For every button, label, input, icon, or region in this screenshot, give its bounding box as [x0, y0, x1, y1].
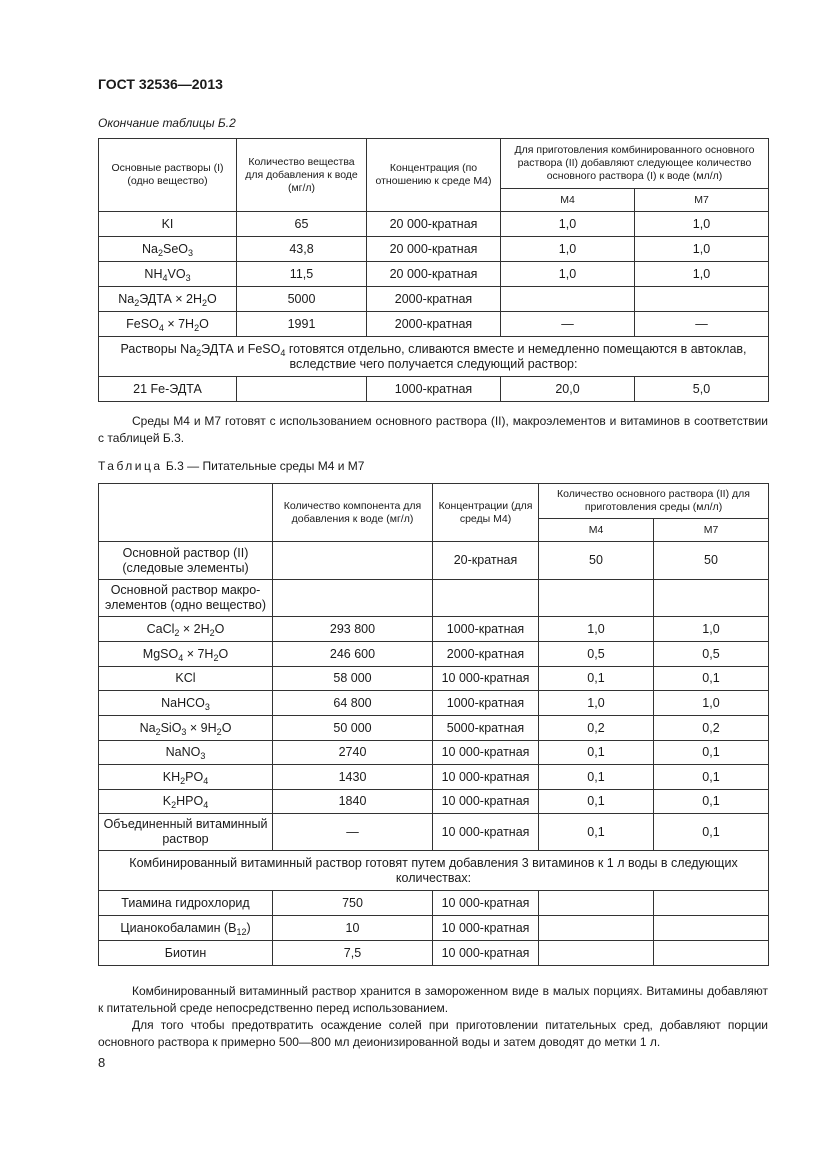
- cell-amount: [273, 542, 433, 580]
- cell-m4: 1,0: [501, 262, 635, 287]
- cell-conc: 10 000-кратная: [433, 765, 539, 790]
- cell-amount: 2740: [273, 741, 433, 765]
- table-row: [99, 287, 769, 312]
- cell-conc: 1000-кратная: [433, 691, 539, 716]
- paragraph-media-preparation: Среды М4 и М7 готовят с использованием основного раствора (II), макроэлементов и витаминов в соответствии с таблицей Б.3.: [98, 414, 768, 445]
- table-b3: [98, 483, 769, 966]
- cell-name: $KH_2PO_4$: [99, 765, 273, 790]
- cell-name: KI: [99, 212, 237, 237]
- cell-m7: [654, 891, 769, 916]
- cell-m7: 0,2: [654, 716, 769, 741]
- cell-m4: 0,1: [539, 765, 654, 790]
- cell-amount: 750: [273, 891, 433, 916]
- cell-conc: 10 000-кратная: [433, 741, 539, 765]
- cell-name: MgSO$_4$ × $7H_2O$: [99, 642, 273, 667]
- table-note: Комбинированный витаминный раствор готовят путем добавления 3 витаминов к 1 л воды в следующих количествах:: [99, 851, 769, 891]
- t1-header-solutions: Основные растворы (I) (одно вещество): [99, 139, 237, 212]
- paragraph-vitamin-storage: Комбинированный витаминный раствор хранится в замороженном виде в малых порциях. Витамины добавляют к питательной среде непосредственно перед использованием.: [98, 984, 768, 1015]
- cell-conc: [433, 580, 539, 617]
- table-row: [99, 262, 769, 287]
- cell-amount: 1430: [273, 765, 433, 790]
- cell-m7: 1,0: [654, 691, 769, 716]
- table-row: [99, 212, 769, 237]
- cell-name: Основной раствор (II) (следовые элементы): [99, 542, 273, 580]
- cell-m7: 5,0: [635, 377, 769, 402]
- cell-amount: 1991: [237, 312, 367, 337]
- cell-m4: 1,0: [539, 691, 654, 716]
- t2-header-m4: М4: [539, 519, 654, 542]
- cell-m7: [635, 287, 769, 312]
- table-row: [99, 237, 769, 262]
- cell-m7: 1,0: [654, 617, 769, 642]
- t2-header-amount: Количество компонента для добавления к воде (мг/л): [273, 484, 433, 542]
- cell-m4: 0,1: [539, 814, 654, 851]
- table-row: [99, 617, 769, 642]
- table-note: Растворы $Na_2ЭДТА$ и FeSO$_4$ готовятся отдельно, сливаются вместе и немедленно помещаются в автоклав, вследствие чего получается следующий раствор:: [99, 337, 769, 377]
- cell-m4: [539, 891, 654, 916]
- cell-conc: 20 000-кратная: [367, 237, 501, 262]
- cell-amount: 246 600: [273, 642, 433, 667]
- cell-name: Основной раствор макро-элементов (одно вещество): [99, 580, 273, 617]
- cell-name: $Na_2SiO_3 \times 9H_2O$: [99, 716, 273, 741]
- cell-m4: [539, 580, 654, 617]
- t2-header-group: Количество основного раствора (II) для приготовления среды (мл/л): [539, 484, 769, 519]
- cell-conc: 1000-кратная: [433, 617, 539, 642]
- cell-name: FeSO$_4$ × $7H_2O$: [99, 312, 237, 337]
- cell-m7: —: [635, 312, 769, 337]
- cell-amount: —: [273, 814, 433, 851]
- cell-m7: [654, 916, 769, 941]
- table-note-row: [99, 851, 769, 891]
- table-b2-end: [98, 138, 769, 402]
- cell-m4: 1,0: [501, 237, 635, 262]
- cell-amount: 11,5: [237, 262, 367, 287]
- cell-name: Объединенный витаминный раствор: [99, 814, 273, 851]
- table2-caption-text: Б.3 — Питательные среды М4 и М7: [165, 459, 365, 473]
- cell-amount: 5000: [237, 287, 367, 312]
- table-row: [99, 891, 769, 916]
- table2-caption: [98, 459, 364, 473]
- table-row: [99, 642, 769, 667]
- cell-name: $Na_2SeO_3$: [99, 237, 237, 262]
- cell-m4: 0,1: [539, 667, 654, 691]
- table-row: [99, 312, 769, 337]
- cell-name: CaCl$_2$ × $2H_2O$: [99, 617, 273, 642]
- cell-conc: 20 000-кратная: [367, 212, 501, 237]
- cell-conc: 10 000-кратная: [433, 790, 539, 814]
- cell-conc: 5000-кратная: [433, 716, 539, 741]
- cell-name: $NH_4VO_3$: [99, 262, 237, 287]
- cell-m7: 50: [654, 542, 769, 580]
- cell-name: Цианокобаламин $(B_{12})$: [99, 916, 273, 941]
- cell-amount: 7,5: [273, 941, 433, 966]
- cell-m4: 0,1: [539, 790, 654, 814]
- cell-amount: 293 800: [273, 617, 433, 642]
- cell-conc: 2000-кратная: [367, 287, 501, 312]
- cell-conc: 10 000-кратная: [433, 941, 539, 966]
- cell-m4: 0,1: [539, 741, 654, 765]
- cell-amount: 1840: [273, 790, 433, 814]
- cell-m4: —: [501, 312, 635, 337]
- document-header: ГОСТ 32536—2013: [98, 76, 223, 92]
- cell-amount: 65: [237, 212, 367, 237]
- cell-m4: 20,0: [501, 377, 635, 402]
- cell-conc: 20-кратная: [433, 542, 539, 580]
- cell-m7: 0,5: [654, 642, 769, 667]
- cell-amount: 64 800: [273, 691, 433, 716]
- t1-header-m7: М7: [635, 189, 769, 212]
- t2-header-concentration: Концентрации (для среды М4): [433, 484, 539, 542]
- cell-m7: 1,0: [635, 262, 769, 287]
- cell-conc: 2000-кратная: [433, 642, 539, 667]
- cell-m7: 1,0: [635, 237, 769, 262]
- table-row: [99, 667, 769, 691]
- cell-m4: 0,5: [539, 642, 654, 667]
- table2-caption-label: Таблица: [98, 459, 163, 473]
- cell-amount: [237, 377, 367, 402]
- cell-m7: 0,1: [654, 790, 769, 814]
- cell-m4: 50: [539, 542, 654, 580]
- table-row: [99, 741, 769, 765]
- table1-caption: Окончание таблицы Б.2: [98, 116, 236, 130]
- cell-amount: 50 000: [273, 716, 433, 741]
- cell-m4: 1,0: [501, 212, 635, 237]
- cell-conc: 10 000-кратная: [433, 891, 539, 916]
- cell-name: KCl: [99, 667, 273, 691]
- cell-amount: [273, 580, 433, 617]
- table-row: [99, 542, 769, 580]
- table-note-row: [99, 337, 769, 377]
- cell-name: $Na_2ЭДТА \times 2H_2O$: [99, 287, 237, 312]
- cell-name: NaNO$_3$: [99, 741, 273, 765]
- cell-amount: 58 000: [273, 667, 433, 691]
- cell-m4: [539, 941, 654, 966]
- table-row: [99, 716, 769, 741]
- cell-m4: [501, 287, 635, 312]
- cell-m7: 0,1: [654, 741, 769, 765]
- cell-conc: 20 000-кратная: [367, 262, 501, 287]
- cell-name: $K_2HPO_4$: [99, 790, 273, 814]
- cell-conc: 10 000-кратная: [433, 667, 539, 691]
- table-row: [99, 916, 769, 941]
- cell-m7: [654, 941, 769, 966]
- t1-header-concentration: Концентрация (по отношению к среде М4): [367, 139, 501, 212]
- cell-amount: 10: [273, 916, 433, 941]
- cell-m7: 1,0: [635, 212, 769, 237]
- cell-m7: 0,1: [654, 667, 769, 691]
- t2-header-empty: [99, 484, 273, 542]
- cell-name: Тиамина гидрохлорид: [99, 891, 273, 916]
- paragraph-salt-precipitation: Для того чтобы предотвратить осаждение солей при приготовлении питательных сред, добавляют порции основного раствора к примерно 500—800 мл деионизированной воды и затем доводят до метки 1 л.: [98, 1018, 768, 1049]
- table-row: [99, 814, 769, 851]
- table-row: [99, 377, 769, 402]
- page-number: 8: [98, 1055, 106, 1070]
- cell-amount: 43,8: [237, 237, 367, 262]
- table-row: [99, 790, 769, 814]
- cell-m4: 1,0: [539, 617, 654, 642]
- cell-m7: [654, 580, 769, 617]
- cell-m7: 0,1: [654, 814, 769, 851]
- t1-header-m4: М4: [501, 189, 635, 212]
- cell-conc: 10 000-кратная: [433, 916, 539, 941]
- cell-m4: 0,2: [539, 716, 654, 741]
- cell-name: 21 Fe-ЭДТА: [99, 377, 237, 402]
- table-row: [99, 765, 769, 790]
- table-row: [99, 580, 769, 617]
- table-row: [99, 941, 769, 966]
- cell-conc: 10 000-кратная: [433, 814, 539, 851]
- cell-conc: 2000-кратная: [367, 312, 501, 337]
- cell-m4: [539, 916, 654, 941]
- cell-m7: 0,1: [654, 765, 769, 790]
- t1-header-group: Для приготовления комбинированного основного раствора (II) добавляют следующее количество основного раствора (I) к воде (мл/л): [501, 139, 769, 189]
- t1-header-amount: Количество вещества для добавления к воде (мг/л): [237, 139, 367, 212]
- cell-conc: 1000-кратная: [367, 377, 501, 402]
- cell-name: Биотин: [99, 941, 273, 966]
- t2-header-m7: М7: [654, 519, 769, 542]
- cell-name: NaHCO$_3$: [99, 691, 273, 716]
- table-row: [99, 691, 769, 716]
